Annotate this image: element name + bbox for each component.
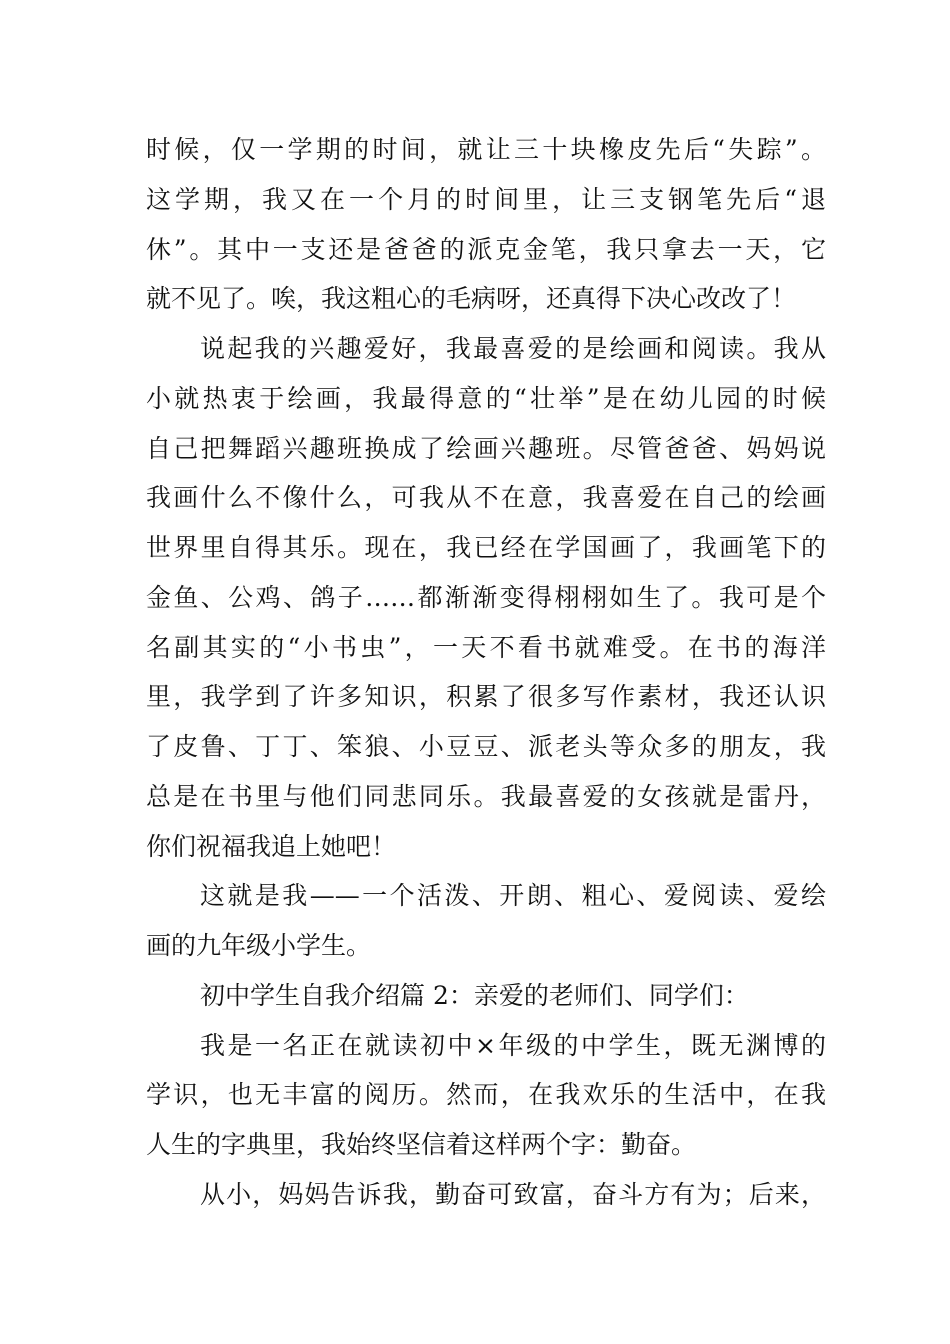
text-line: 名副其实的“小书虫”，一天不看书就难受。在书的海洋	[146, 632, 826, 662]
text-line: 了皮鲁、丁丁、笨狼、小豆豆、派老头等众多的朋友，我	[146, 732, 826, 761]
document-text-body	[146, 125, 826, 1220]
text-line: 画的九年级小学生。	[146, 931, 372, 960]
text-line: 自己把舞蹈兴趣班换成了绘画兴趣班。尽管爸爸、妈妈说	[146, 433, 826, 463]
text-line: 我是一名正在就读初中×年级的中学生，既无渊博的	[200, 1030, 826, 1060]
text-line: 这就是我——一个活泼、开朗、粗心、爱阅读、爱绘	[200, 881, 826, 911]
text-line: 这学期，我又在一个月的时间里，让三支钢笔先后“退	[146, 184, 826, 214]
text-line: 初中学生自我介绍篇 2：亲爱的老师们、同学们：	[200, 980, 749, 1010]
text-line: 学识，也无丰富的阅历。然而，在我欢乐的生活中，在我	[146, 1080, 826, 1110]
text-line: 我画什么不像什么，可我从不在意，我喜爱在自己的绘画	[146, 483, 826, 513]
text-line: 就不见了。唉，我这粗心的毛病呀，还真得下决心改改了！	[146, 284, 797, 314]
text-line: 里，我学到了许多知识，积累了很多写作素材，我还认识	[146, 682, 826, 712]
text-line: 金鱼、公鸡、鸽子……都渐渐变得栩栩如生了。我可是个	[146, 582, 826, 612]
text-line: 总是在书里与他们同悲同乐。我最喜爱的女孩就是雷丹，	[146, 781, 826, 811]
text-line: 人生的字典里，我始终坚信着这样两个字：勤奋。	[146, 1130, 697, 1159]
text-line: 时候，仅一学期的时间，就让三十块橡皮先后“失踪”。	[146, 135, 826, 164]
text-line: 休”。其中一支还是爸爸的派克金笔，我只拿去一天，它	[146, 234, 826, 264]
text-line: 说起我的兴趣爱好，我最喜爱的是绘画和阅读。我从	[200, 334, 826, 363]
text-line: 你们祝福我追上她吧！	[146, 831, 397, 861]
text-line: 小就热衷于绘画，我最得意的“壮举”是在幼儿园的时候	[146, 383, 826, 413]
text-line: 世界里自得其乐。现在，我已经在学国画了，我画笔下的	[146, 533, 826, 562]
text-line: 从小，妈妈告诉我，勤奋可致富，奋斗方有为；后来，	[200, 1179, 826, 1209]
